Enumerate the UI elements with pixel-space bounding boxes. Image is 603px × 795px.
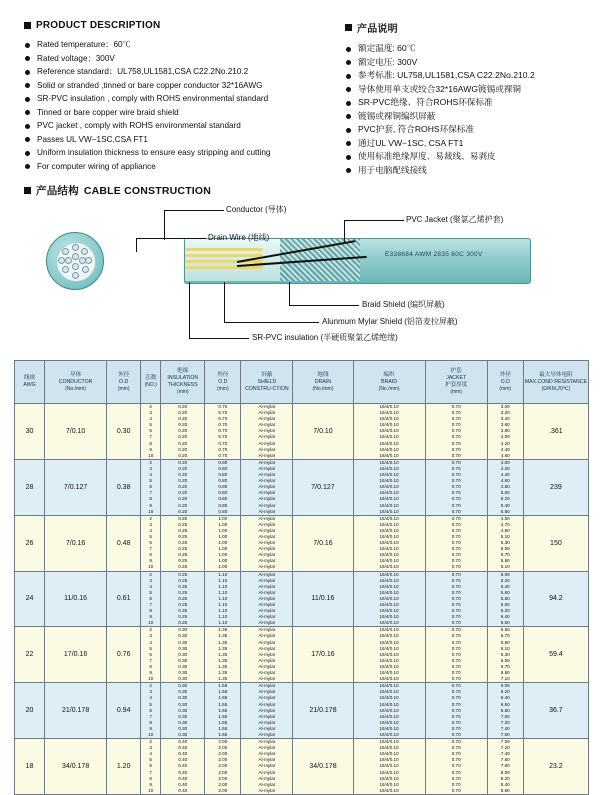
cell-resistance: 59.4 — [523, 627, 588, 683]
list-item: Solid or stranded ,tinned or bare copper conductor 32*16AWG — [24, 80, 314, 91]
cell-insulation-thickness: 0.20 0.20 0.20 0.20 0.20 0.20 0.20 0.20 0.20 — [161, 404, 205, 460]
th-shield-group-cn: 屏蔽 — [261, 371, 273, 378]
th-ins-group-cn: 绝缘 — [177, 368, 189, 374]
cell-awg: 22 — [15, 627, 45, 683]
cell-jacket-thickness: 0.70 0.70 0.70 0.70 0.70 0.70 0.70 0.70 0.70 — [425, 515, 487, 571]
cell-conductor: 21/0.178 — [45, 683, 107, 739]
cell-braid: 16/4/0.10 16/4/0.10 16/4/0.10 16/4/0.10 16/4/0.10 16/4/0.10 16/4/0.10 16/4/0.10 16/4/0.10 — [353, 571, 425, 627]
cell-conductor: 34/0.178 — [45, 739, 107, 795]
cell-awg: 30 — [15, 404, 45, 460]
list-item: PVC jacket , comply with ROHS environmental standard — [24, 120, 314, 131]
th-conductor-unit: (No./mm) — [65, 385, 87, 392]
cell-cores: 2 3 4 5 6 7 8 9 10 — [141, 571, 161, 627]
list-item: SR-PVC绝缘、符合ROHS环保标准 — [345, 97, 595, 108]
cell-conductor-od: 0.30 — [107, 404, 141, 460]
cell-insulation-od: 0.70 0.70 0.70 0.70 0.70 0.70 0.70 0.70 0.70 — [205, 404, 241, 460]
cell-shield: Al-mylar Al-mylar Al-mylar Al-mylar Al-mylar Al-mylar Al-mylar Al-mylar Al-mylar — [241, 683, 293, 739]
th-cores-cn: 芯数 — [145, 375, 157, 381]
cell-insulation-thickness: 0.25 0.25 0.25 0.25 0.25 0.25 0.25 0.25 0.25 — [161, 571, 205, 627]
table-row — [15, 515, 589, 571]
th-drain-unit: (No./mm) — [312, 385, 334, 392]
cell-insulation-thickness: 0.30 0.30 0.30 0.30 0.30 0.30 0.30 0.30 0.30 — [161, 627, 205, 683]
leader-line — [189, 338, 249, 339]
th-jacket-group-en: JACKET — [446, 375, 467, 381]
leader-line — [289, 282, 290, 305]
leader-line — [224, 282, 225, 322]
product-description-block — [24, 20, 314, 174]
list-item: Tinned or bare copper wire braid shield — [24, 107, 314, 118]
cross-section-cores — [56, 242, 94, 280]
square-bullet-icon — [24, 22, 31, 29]
th-resistance-unit: (Ω/KM,20℃) — [541, 385, 571, 392]
jacket-print-legend — [385, 251, 483, 258]
list-item: Passes UL VW−1SC,CSA FT1 — [24, 134, 314, 145]
cell-awg: 20 — [15, 683, 45, 739]
cell-resistance: 23.2 — [523, 739, 588, 795]
cell-shield: Al-mylar Al-mylar Al-mylar Al-mylar Al-mylar Al-mylar Al-mylar Al-mylar Al-mylar — [241, 739, 293, 795]
cell-jacket-od: 5.00 5.20 5.40 5.60 5.80 6.00 6.20 6.40 6.60 — [487, 571, 523, 627]
table-row — [15, 571, 589, 627]
cell-jacket-od: 4.00 4.20 4.40 4.60 4.80 5.00 5.20 5.40 5.60 — [487, 459, 523, 515]
leader-line — [344, 220, 345, 242]
list-item: Rated voltage：300V — [24, 53, 314, 64]
product-description-heading — [24, 20, 314, 31]
callout-braid-shield: Braid Shield (编织屏蔽) — [362, 300, 445, 309]
cell-drain: 7/0.10 — [293, 404, 353, 460]
th-jacket-thk-unit: (mm) — [450, 389, 463, 395]
th-resistance-en: MAX.COND RESISTANCE — [524, 378, 587, 385]
cell-conductor-od: 0.94 — [107, 683, 141, 739]
list-item: 使用标准绝缘厚度、易裁线、易剥皮 — [345, 151, 595, 162]
cell-awg: 26 — [15, 515, 45, 571]
list-item: 通过UL VW−1SC, CSA FT1 — [345, 138, 595, 149]
callout-conductor: Conductor (导体) — [226, 205, 287, 214]
cell-jacket-od: 3.00 3.20 3.40 3.60 3.80 4.00 4.20 4.40 4.60 — [487, 404, 523, 460]
cell-conductor-od: 0.76 — [107, 627, 141, 683]
cell-cores: 2 3 4 5 6 7 8 9 10 — [141, 627, 161, 683]
cell-jacket-thickness: 0.70 0.70 0.70 0.70 0.70 0.70 0.70 0.70 0.70 — [425, 459, 487, 515]
list-item: For computer wiring of appliance — [24, 161, 314, 172]
th-awg-en: AWG — [23, 382, 36, 388]
specification-table-wrapper — [14, 360, 589, 795]
cell-jacket-thickness: 0.70 0.70 0.70 0.70 0.70 0.70 0.70 0.70 0.70 — [425, 404, 487, 460]
cell-drain: 17/0.16 — [293, 627, 353, 683]
table-header-row — [15, 361, 589, 404]
cell-conductor: 7/0.127 — [45, 459, 107, 515]
callout-insulation: SR-PVC insulation (半硬质聚氯乙烯绝缘) — [252, 333, 398, 342]
th-braid-group-en: BRAID — [381, 378, 397, 385]
cell-cores: 2 3 4 5 6 7 8 9 10 — [141, 515, 161, 571]
cell-shield: Al-mylar Al-mylar Al-mylar Al-mylar Al-mylar Al-mylar Al-mylar Al-mylar Al-mylar — [241, 459, 293, 515]
product-description-cn-list — [345, 43, 595, 176]
th-conductor-group-en: CONDUCTOR — [58, 378, 93, 385]
callout-mylar-shield: Alunmum Mylar Shield (铝箔麦拉屏蔽) — [322, 317, 458, 326]
th-braid — [353, 361, 425, 404]
th-cond-od-unit: (mm) — [117, 385, 130, 392]
cell-braid: 16/4/0.10 16/4/0.10 16/4/0.10 16/4/0.10 16/4/0.10 16/4/0.10 16/4/0.10 16/4/0.10 16/4/0.10 — [353, 627, 425, 683]
cell-insulation-od: 1.35 1.35 1.35 1.35 1.35 1.35 1.35 1.35 1.35 — [205, 627, 241, 683]
cell-drain: 21/0.178 — [293, 683, 353, 739]
cell-braid: 16/4/0.10 16/4/0.10 16/4/0.10 16/4/0.10 16/4/0.10 16/4/0.10 16/4/0.10 16/4/0.10 16/4/0.10 — [353, 515, 425, 571]
specification-table — [14, 360, 589, 795]
th-jacket-od-cn: 外径 — [499, 371, 511, 378]
cell-insulation-od: 1.00 1.00 1.00 1.00 1.00 1.00 1.00 1.00 1.00 — [205, 515, 241, 571]
leader-line — [164, 210, 165, 240]
cell-cores: 2 3 4 5 6 7 8 9 10 — [141, 459, 161, 515]
cell-insulation-thickness: 0.20 0.20 0.20 0.20 0.20 0.20 0.20 0.20 0.20 — [161, 459, 205, 515]
cell-braid: 16/4/0.10 16/4/0.10 16/4/0.10 16/4/0.10 16/4/0.10 16/4/0.10 16/4/0.10 16/4/0.10 16/4/0.10 — [353, 459, 425, 515]
cell-resistance: .361 — [523, 404, 588, 460]
table-row — [15, 459, 589, 515]
table-body — [15, 404, 589, 795]
cell-insulation-thickness: 0.40 0.40 0.40 0.40 0.40 0.40 0.40 0.40 0.40 — [161, 739, 205, 795]
th-jacket-od-en: O.D — [500, 378, 510, 385]
th-shield-group-en: SHIELD — [257, 378, 277, 385]
list-item: Reference standard：UL758,UL1581,CSA C22.2No.210.2 — [24, 66, 314, 77]
square-bullet-icon — [345, 24, 352, 31]
cell-jacket-od: 4.50 4.70 4.90 5.10 5.30 5.50 5.70 5.90 6.10 — [487, 515, 523, 571]
cable-construction-heading — [24, 183, 211, 198]
table-row — [15, 683, 589, 739]
cell-conductor-od: 0.38 — [107, 459, 141, 515]
list-item: 额定温度: 60℃ — [345, 43, 595, 54]
cell-braid: 16/4/0.10 16/4/0.10 16/4/0.10 16/4/0.10 16/4/0.10 16/4/0.10 16/4/0.10 16/4/0.10 16/4/0.10 — [353, 683, 425, 739]
th-braid-unit: (No./mm) — [378, 385, 400, 392]
cell-awg: 28 — [15, 459, 45, 515]
leader-line — [344, 220, 404, 221]
leader-line — [189, 282, 190, 338]
product-description-list — [24, 39, 314, 172]
table-header — [15, 361, 589, 404]
th-conductor — [45, 361, 107, 404]
cable-cross-section-icon — [46, 232, 104, 290]
callout-drain-wire: Drain Wire (地线) — [208, 233, 270, 242]
th-drain — [293, 361, 353, 404]
table-row — [15, 627, 589, 683]
th-shield-en: CONSTRU-CTION — [245, 385, 289, 392]
th-ins-od-en: O.D — [218, 378, 228, 385]
th-cond-od-en: O.D — [119, 378, 129, 385]
cell-jacket-thickness: 0.70 0.70 0.70 0.70 0.70 0.70 0.70 0.70 0.70 — [425, 683, 487, 739]
th-insulation-thickness — [161, 361, 205, 404]
cell-conductor-od: 1.20 — [107, 739, 141, 795]
cell-resistance: 150 — [523, 515, 588, 571]
list-item: 参考标准: UL758,UL1581,CSA C22.2No.210.2 — [345, 70, 595, 81]
cell-conductor: 7/0.10 — [45, 404, 107, 460]
cell-jacket-od: 6.00 6.20 6.40 6.60 6.80 7.00 7.20 7.40 7.60 — [487, 683, 523, 739]
cell-braid: 16/4/0.10 16/4/0.10 16/4/0.10 16/4/0.10 16/4/0.10 16/4/0.10 16/4/0.10 16/4/0.10 16/4/0.10 — [353, 739, 425, 795]
cell-cores: 2 3 4 5 6 7 8 9 10 — [141, 683, 161, 739]
product-description-cn-title: 产品说明 — [357, 24, 398, 35]
leader-line — [224, 322, 319, 323]
cable-construction-title-en: CABLE CONSTRUCTION — [83, 184, 212, 197]
list-item: PVC护套, 符合ROHS环保标准 — [345, 124, 595, 135]
cell-conductor-od: 0.48 — [107, 515, 141, 571]
th-jacket-od — [487, 361, 523, 404]
leader-line — [136, 238, 137, 252]
th-conductor-group-cn: 导体 — [69, 371, 82, 378]
th-resistance-cn: 最大导体电阻 — [539, 371, 573, 378]
th-ins-thk-unit: (mm) — [176, 389, 189, 395]
th-ins-thk-en: THICKNESS — [167, 382, 198, 388]
cell-conductor: 17/0.16 — [45, 627, 107, 683]
cell-drain: 34/0.178 — [293, 739, 353, 795]
cell-resistance: 36.7 — [523, 683, 588, 739]
th-conductor-od — [107, 361, 141, 404]
list-item: SR-PVC insulation , comply with ROHS environmental standard — [24, 93, 314, 104]
cell-jacket-od: 5.50 5.70 5.90 6.10 6.30 6.50 6.70 6.90 7.10 — [487, 627, 523, 683]
th-ins-od-unit: (mm) — [216, 385, 229, 392]
cell-shield: Al-mylar Al-mylar Al-mylar Al-mylar Al-mylar Al-mylar Al-mylar Al-mylar Al-mylar — [241, 515, 293, 571]
th-awg — [15, 361, 45, 404]
th-cores — [141, 361, 161, 404]
th-ins-od-cn: 外径 — [217, 371, 229, 378]
square-bullet-icon — [24, 187, 31, 194]
th-shield — [241, 361, 293, 404]
cell-insulation-od: 2.00 2.00 2.00 2.00 2.00 2.00 2.00 2.00 2.00 — [205, 739, 241, 795]
leader-line — [136, 238, 206, 239]
th-cores-unit: (NO.) — [144, 382, 157, 388]
list-item: 镀锡或裸铜编织屏蔽 — [345, 111, 595, 122]
cell-insulation-od: 0.80 0.80 0.80 0.80 0.80 0.80 0.80 0.80 0.80 — [205, 459, 241, 515]
table-row — [15, 739, 589, 795]
th-jacket-thickness — [425, 361, 487, 404]
cell-conductor: 11/0.16 — [45, 571, 107, 627]
cell-cores: 2 3 4 5 6 7 8 9 10 — [141, 739, 161, 795]
cell-drain: 7/0.16 — [293, 515, 353, 571]
print-legend-text: E338684 AWM 2835 60C 300V — [385, 251, 483, 258]
cell-insulation-od: 1.10 1.10 1.10 1.10 1.10 1.10 1.10 1.10 1.10 — [205, 571, 241, 627]
leader-line — [164, 210, 224, 211]
cable-body-illustration — [184, 238, 531, 284]
cell-conductor-od: 0.61 — [107, 571, 141, 627]
th-braid-group-cn: 编织 — [383, 371, 395, 378]
th-jacket-group-cn: 护套 — [450, 368, 462, 374]
list-item: 用于电脑配线接线 — [345, 165, 595, 176]
cell-braid: 16/4/0.10 16/4/0.10 16/4/0.10 16/4/0.10 16/4/0.10 16/4/0.10 16/4/0.10 16/4/0.10 16/4/0.10 — [353, 404, 425, 460]
th-cond-od-cn: 外径 — [118, 371, 130, 378]
cell-shield: Al-mylar Al-mylar Al-mylar Al-mylar Al-mylar Al-mylar Al-mylar Al-mylar Al-mylar — [241, 571, 293, 627]
product-description-title: PRODUCT DESCRIPTION — [36, 20, 161, 31]
th-resistance — [523, 361, 588, 404]
th-drain-group-cn: 地线 — [317, 371, 329, 378]
cell-jacket-od: 7.00 7.20 7.40 7.60 7.80 8.00 8.20 8.40 8.60 — [487, 739, 523, 795]
th-jacket-od-unit: (mm) — [499, 385, 512, 392]
cell-jacket-thickness: 0.70 0.70 0.70 0.70 0.70 0.70 0.70 0.70 0.70 — [425, 571, 487, 627]
th-insulation-od — [205, 361, 241, 404]
cell-insulation-od: 1.55 1.55 1.55 1.55 1.55 1.55 1.55 1.55 1.55 — [205, 683, 241, 739]
cell-resistance: 239 — [523, 459, 588, 515]
th-drain-group-en: DRAIN — [314, 378, 332, 385]
callout-pvc-jacket: PVC Jacket (聚氯乙烯护套) — [406, 215, 504, 224]
cell-shield: Al-mylar Al-mylar Al-mylar Al-mylar Al-mylar Al-mylar Al-mylar Al-mylar Al-mylar — [241, 627, 293, 683]
cell-resistance: 94.2 — [523, 571, 588, 627]
cell-jacket-thickness: 0.70 0.70 0.70 0.70 0.70 0.70 0.70 0.70 0.70 — [425, 739, 487, 795]
list-item: Uniform insulation thickness to ensure easy stripping and cutting — [24, 147, 314, 158]
cell-drain: 7/0.127 — [293, 459, 353, 515]
cell-conductor: 7/0.16 — [45, 515, 107, 571]
cable-construction-diagram — [14, 200, 589, 350]
list-item: 导体使用单支或绞合32*16AWG镀锡或裸铜 — [345, 84, 595, 95]
cell-cores: 2 3 4 5 6 7 8 9 10 — [141, 404, 161, 460]
cell-jacket-thickness: 0.70 0.70 0.70 0.70 0.70 0.70 0.70 0.70 0.70 — [425, 627, 487, 683]
cable-construction-title-cn: 产品结构 — [36, 185, 79, 197]
leader-line — [289, 305, 359, 306]
cell-awg: 24 — [15, 571, 45, 627]
cell-insulation-thickness: 0.30 0.30 0.30 0.30 0.30 0.30 0.30 0.30 0.30 — [161, 683, 205, 739]
cell-shield: Al-mylar Al-mylar Al-mylar Al-mylar Al-mylar Al-mylar Al-mylar Al-mylar Al-mylar — [241, 404, 293, 460]
cell-drain: 11/0.16 — [293, 571, 353, 627]
table-row — [15, 404, 589, 460]
th-awg-cn: 线规 — [23, 375, 36, 381]
product-description-cn-heading — [345, 20, 595, 35]
cell-awg: 18 — [15, 739, 45, 795]
list-item: Rated temperature：60℃ — [24, 39, 314, 50]
th-jacket-thk-cn: 护套厚度 — [444, 382, 468, 388]
cell-insulation-thickness: 0.25 0.25 0.25 0.25 0.25 0.25 0.25 0.25 0.25 — [161, 515, 205, 571]
product-description-cn-block — [345, 20, 595, 178]
list-item: 额定电压: 300V — [345, 57, 595, 68]
th-ins-group-en: INSULATION — [167, 375, 199, 381]
